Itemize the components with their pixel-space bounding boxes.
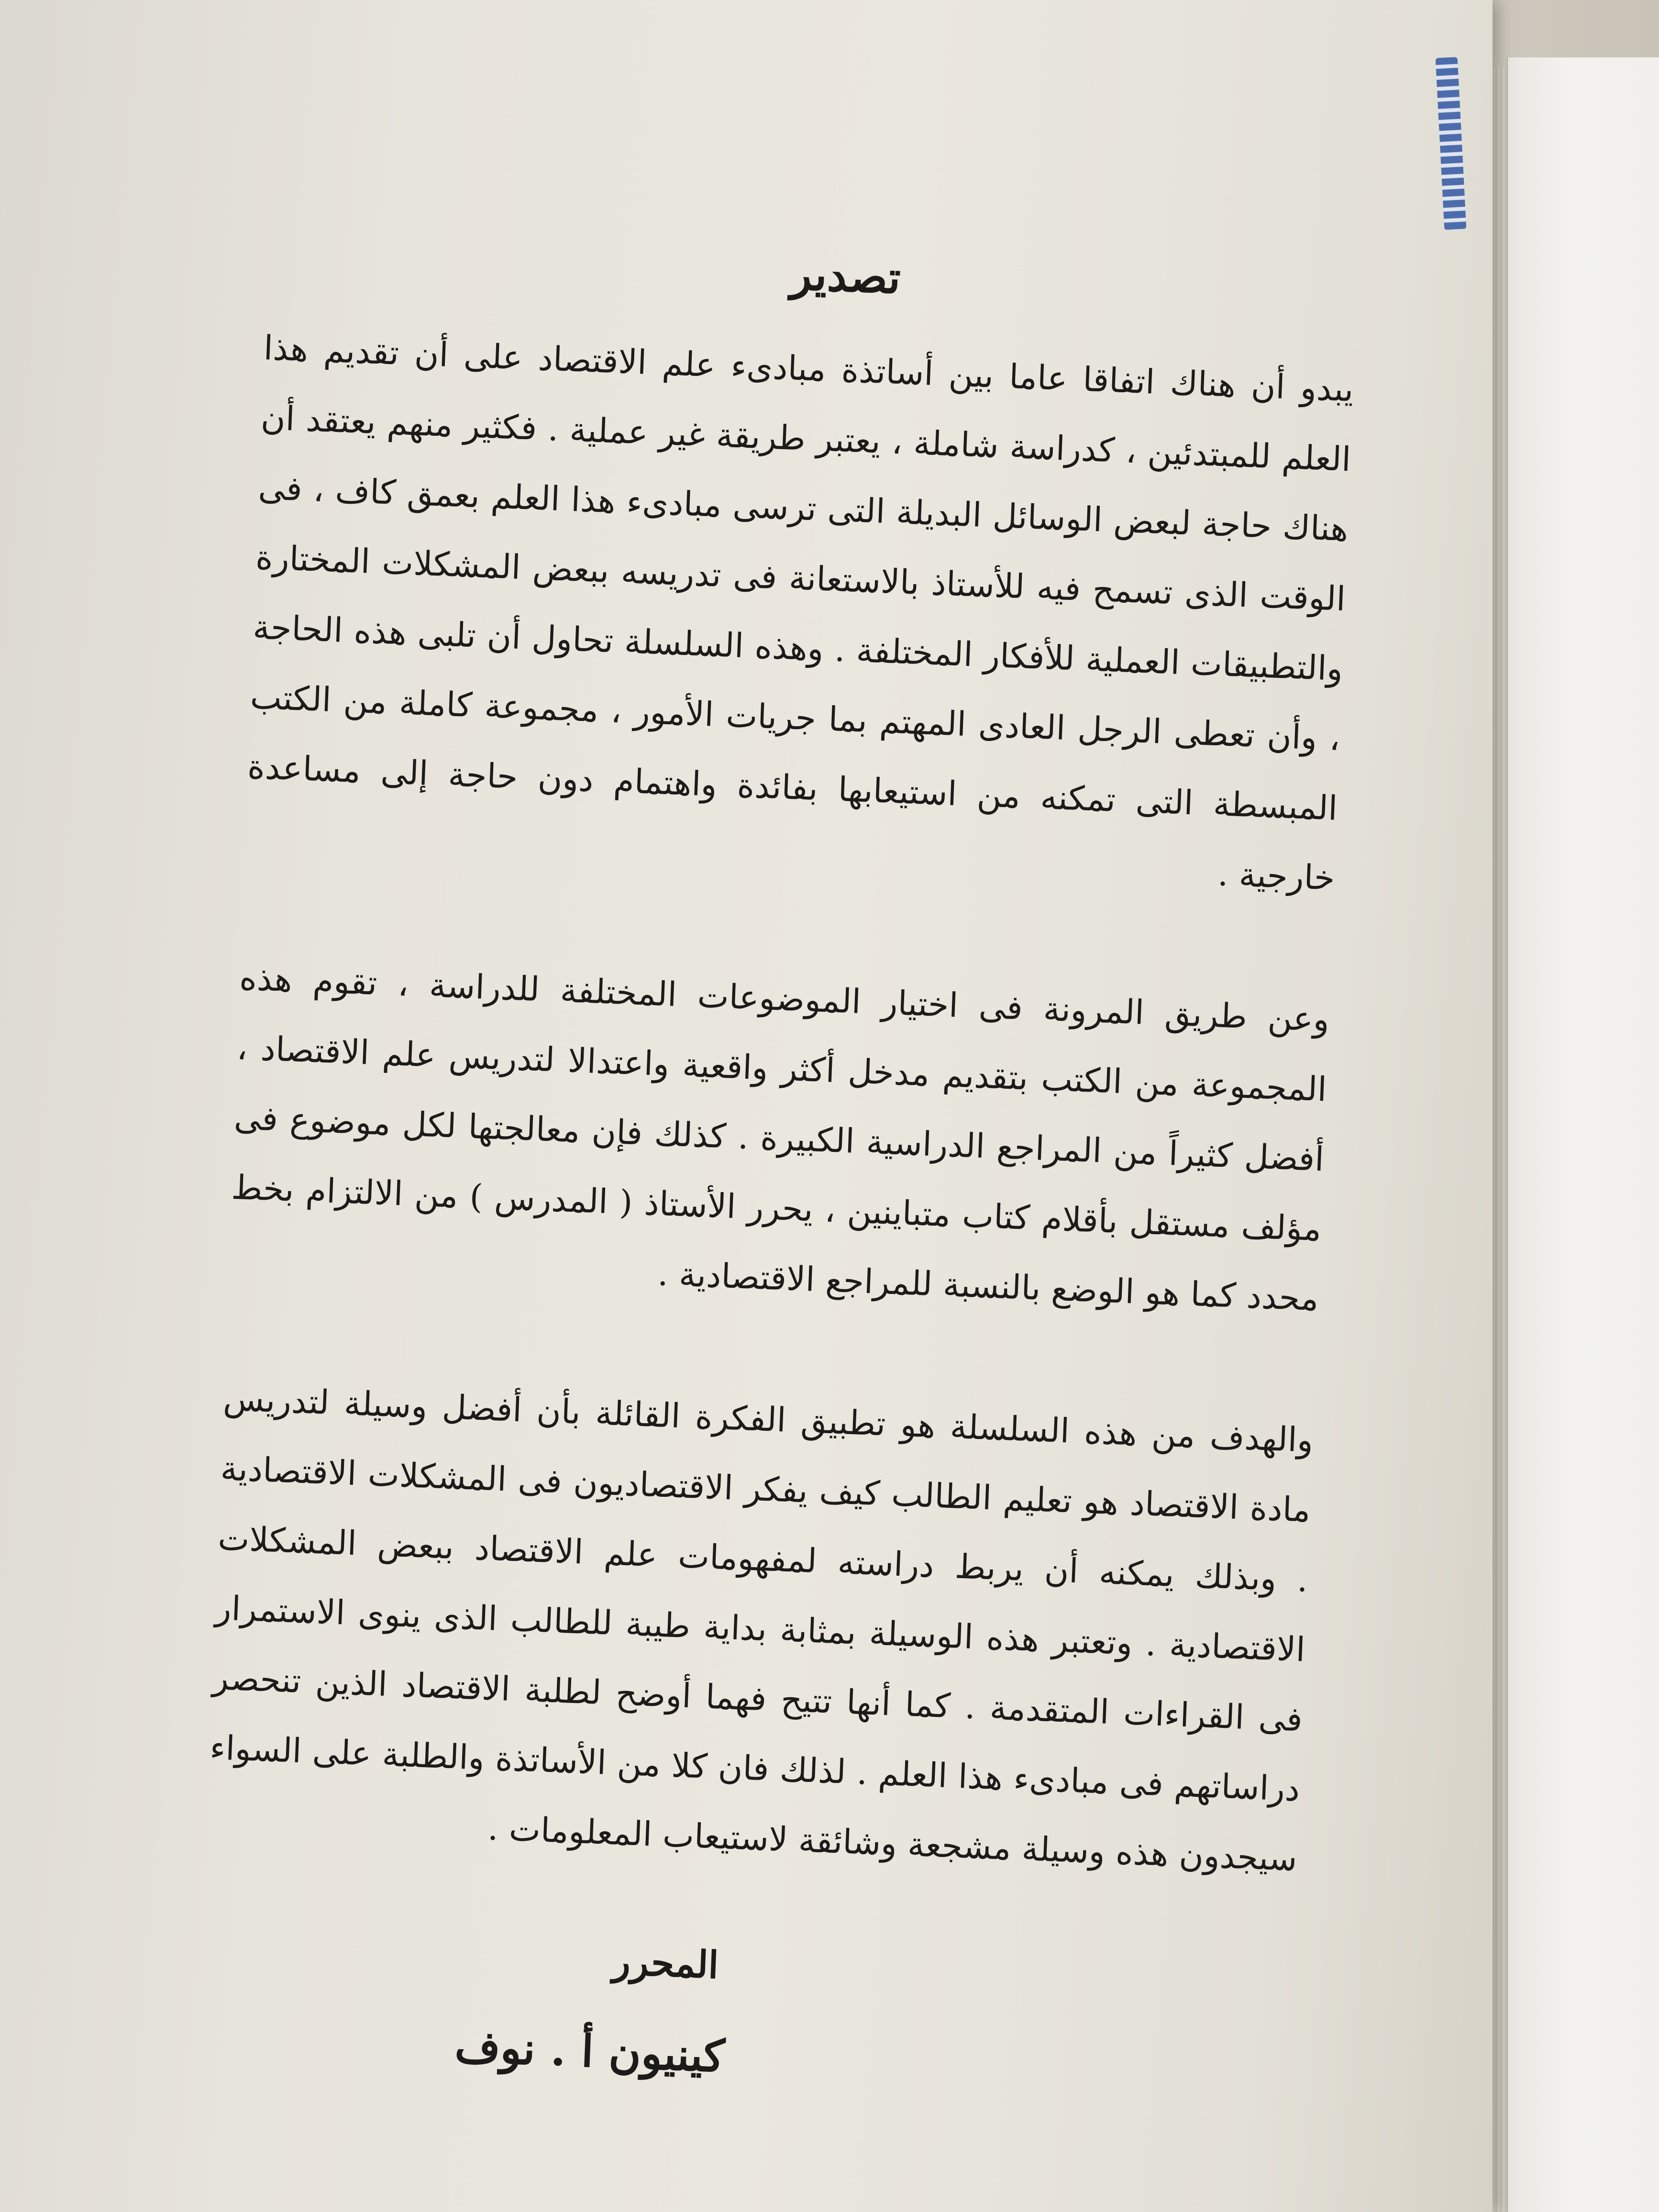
paragraph-3: والهدف من هذه السلسلة هو تطبيق الفكرة القائلة بأن أفضل وسيلة لتدريس مادة الاقتصاد هو تعليم الطالب كيف يفكر الاقتصاديون فى المشكلات الاقتصادية . وبذلك يمكنه أن يربط دراسته لمفهومات علم الاقتصاد ببعض المشكلات الاقتصادية . وتعتبر هذه الوسيلة بمثابة بداية طيبة للطالب الذى ينوى الاستمرار فى القراءات المتقدمة . كما أنها تتيح فهما أوضح لطلبة الاقتصاد الذين تنحصر دراساتهم فى مبادىء هذا العلم . لذلك فان كلا من الأساتذة والطلبة على السواء سيجدون هذه وسيلة مشجعة وشائقة لاستيعاب المعلومات . [209,1379,1314,1879]
paragraph-2: وعن طريق المرونة فى اختيار الموضوعات المختلفة للدراسة ، تقوم هذه المجموعة من الكتب بتقديم مدخل أكثر واقعية واعتدالا لتدريس علم الاقتصاد ، أفضل كثيراً من المراجع الدراسية الكبيرة . كذلك فإن معالجتها لكل موضوع فى مؤلف مستقل بأقلام كتاب متباينين ، يحرر الأستاذ ( المدرس ) من الالتزام بخط محدد كما هو الوضع بالنسبة للمراجع الاقتصادية . [231,958,1330,1319]
signature-block [198,1924,1293,2104]
signature-role: المحرر [611,1939,719,1988]
paragraph-1: يبدو أن هناك اتفاقا عاما بين أساتذة مبادىء علم الاقتصاد على أن تقديم هذا العلم للمبتدئين ، كدراسة شاملة ، يعتبر طريقة غير عملية . فكثير منهم يعتقد أن هناك حاجة لبعض الوسائل البديلة التى ترسى مبادىء هذا العلم بعمق كاف ، فى الوقت الذى تسمح فيه للأستاذ بالاستعانة فى تدريسه ببعض المشكلات المختارة والتطبيقات العملية للأفكار المختلفة . وهذه السلسلة تحاول أن تلبى هذه الحاجة ، وأن تعطى الرجل العادى المهتم بما جريات الأمور ، مجموعة كاملة من الكتب المبسطة التى تمكنه من استيعابها بفائدة واهتمام دون حاجة إلى مساعدة خارجية . [247,328,1355,898]
page-title: تصدير [789,248,902,304]
page-text [198,228,1359,2104]
signature-name: كينيون أ . نوف [453,2020,726,2082]
facing-page [1507,57,1659,2212]
